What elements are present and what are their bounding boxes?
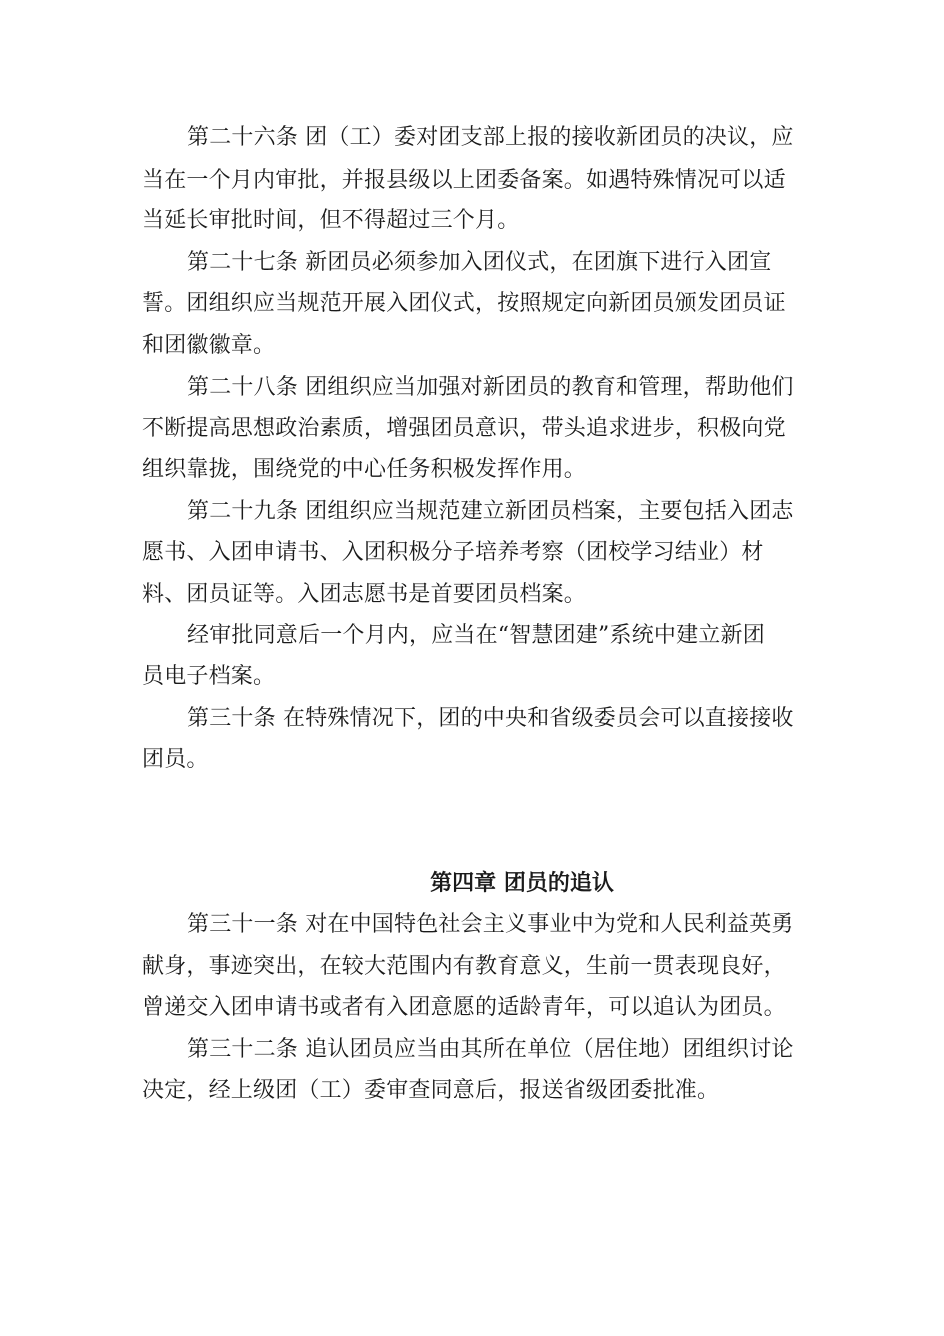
article-26-line-2: 当在一个月内审批，并报县级以上团委备案。如遇特殊情况可以适 <box>142 168 786 193</box>
article-29-line-2: 愿书、入团申请书、入团积极分子培养考察（团校学习结业）材 <box>142 540 764 565</box>
article-29-line-3: 料、团员证等。入团志愿书是首要团员档案。 <box>142 582 587 607</box>
article-27-line-1: 第二十七条 新团员必须参加入团仪式，在团旗下进行入团宣 <box>187 250 772 275</box>
archive-line-1: 经审批同意后一个月内，应当在“智慧团建”系统中建立新团 <box>187 623 765 648</box>
article-28-line-2: 不断提高思想政治素质，增强团员意识，带头追求进步，积极向党 <box>142 416 786 441</box>
article-31-line-3: 曾递交入团申请书或者有入团意愿的适龄青年，可以追认为团员。 <box>142 995 786 1020</box>
article-26-line-1: 第二十六条 团（工）委对团支部上报的接收新团员的决议，应 <box>187 125 794 150</box>
article-31-line-2: 献身，事迹突出，在较大范围内有教育意义，生前一贯表现良好， <box>142 954 786 979</box>
article-28-line-3: 组织靠拢，围绕党的中心任务积极发挥作用。 <box>142 457 587 482</box>
article-32-line-1: 第三十二条 追认团员应当由其所在单位（居住地）团组织讨论 <box>187 1037 794 1062</box>
article-27-line-2: 誓。团组织应当规范开展入团仪式，按照规定向新团员颁发团员证 <box>142 291 786 316</box>
article-30-line-2: 团员。 <box>142 747 209 772</box>
archive-line-2: 员电子档案。 <box>142 664 276 689</box>
article-31-line-1: 第三十一条 对在中国特色社会主义事业中为党和人民利益英勇 <box>187 912 794 937</box>
article-26-line-3: 当延长审批时间，但不得超过三个月。 <box>142 208 520 233</box>
article-28-line-1: 第二十八条 团组织应当加强对新团员的教育和管理，帮助他们 <box>187 375 794 400</box>
article-29-line-1: 第二十九条 团组织应当规范建立新团员档案，主要包括入团志 <box>187 499 794 524</box>
chapter-heading: 第四章 团员的追认 <box>430 871 614 896</box>
article-27-line-3: 和团徽徽章。 <box>142 333 276 358</box>
article-32-line-2: 决定，经上级团（工）委审查同意后，报送省级团委批准。 <box>142 1078 720 1103</box>
article-30-line-1: 第三十条 在特殊情况下，团的中央和省级委员会可以直接接收 <box>187 706 794 731</box>
